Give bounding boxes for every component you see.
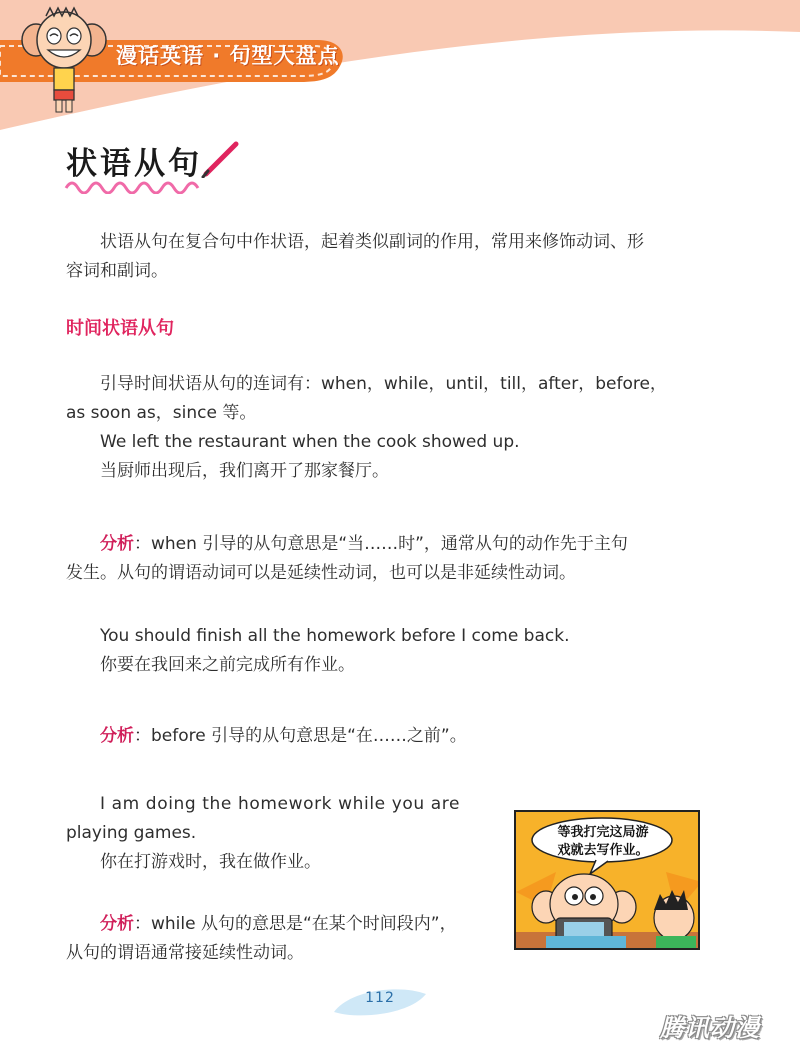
example-1-chinese: 当厨师出现后，我们离开了那家餐厅。: [100, 461, 389, 481]
mascot-illustration: [18, 6, 110, 116]
analysis-2-line-1: ：before 引导的从句意思是“在……之前”。: [134, 726, 467, 746]
section-title: 状语从句: [66, 146, 202, 182]
page-number: 112: [365, 990, 395, 1006]
conj-line-2: as soon as，since 等。: [66, 403, 257, 423]
comic-panel: [514, 810, 700, 950]
banner-title: 漫话英语 · 句型大盘点: [116, 44, 340, 68]
analysis-1-label: 分析: [100, 534, 134, 554]
example-3-chinese: 你在打游戏时，我在做作业。: [100, 852, 321, 872]
pencil-icon: [200, 138, 244, 178]
watermark-logo: 腾讯动漫: [660, 1014, 760, 1042]
analysis-2: [66, 722, 702, 751]
example-2-chinese: 你要在我回来之前完成所有作业。: [100, 655, 355, 675]
intro-line-2: 容词和副词。: [66, 261, 168, 281]
analysis-2-label: 分析: [100, 726, 134, 746]
squiggle-decoration: [64, 176, 204, 194]
analysis-3-line-2: 从句的谓语通常接延续性动词。: [66, 943, 304, 963]
example-3: [66, 790, 496, 877]
analysis-3: [66, 910, 506, 968]
example-2: [66, 622, 702, 680]
analysis-1-line-1: ：when 引导的从句意思是“当……时”，通常从句的动作先于主句: [134, 534, 628, 554]
conjunctions-paragraph: [66, 370, 702, 486]
subsection-heading: 时间状语从句: [66, 318, 174, 339]
example-3-english-line-1: I am doing the homework while you are: [100, 794, 461, 814]
speech-bubble-text: [538, 824, 668, 860]
intro-line-1: 状语从句在复合句中作状语，起着类似副词的作用，常用来修饰动词、形: [100, 232, 644, 252]
page-number-badge: [330, 984, 430, 1018]
speech-line-2: 戏就去写作业。: [557, 843, 649, 858]
analysis-3-line-1: ：while 从句的意思是“在某个时间段内”，: [134, 914, 457, 934]
header-band: [0, 0, 800, 140]
analysis-3-label: 分析: [100, 914, 134, 934]
example-1-english: We left the restaurant when the cook showed up.: [100, 432, 520, 452]
example-3-english-line-2: playing games.: [66, 823, 197, 843]
conj-line-1: 引导时间状语从句的连词有：when，while，until，till，after，before，: [100, 374, 667, 394]
example-2-english: You should finish all the homework before I come back.: [100, 626, 570, 646]
analysis-1-line-2: 发生。从句的谓语动词可以是延续性动词，也可以是非延续性动词。: [66, 563, 576, 583]
analysis-1: [66, 530, 702, 588]
speech-line-1: 等我打完这局游: [557, 825, 649, 840]
intro-paragraph: [66, 228, 702, 286]
